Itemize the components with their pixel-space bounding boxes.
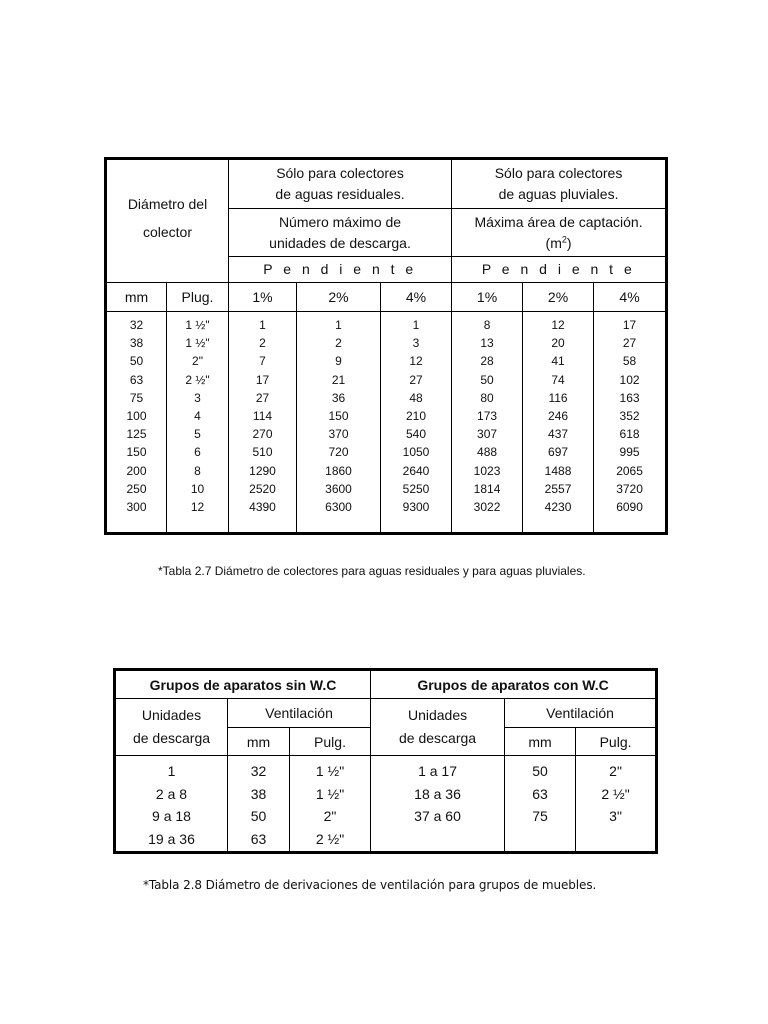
t27-cell: 995: [619, 445, 640, 460]
t27-cell: 3720: [616, 481, 643, 496]
t28-cell: 9 a 18: [152, 808, 191, 824]
pulg-sin-header: Pulg.: [290, 728, 371, 756]
t27-cell: 6090: [616, 500, 643, 515]
t27-col-header: 2%: [523, 283, 594, 312]
t27-cell: 2": [192, 354, 203, 369]
t28-cell: 1 a 17: [418, 763, 457, 779]
t27-cell: 27: [622, 336, 637, 351]
t27-data-column: [297, 312, 381, 534]
t27-cell: 17: [622, 318, 637, 332]
t28-cell: 1: [167, 763, 176, 779]
unidades-descarga-con: Unidades de descarga: [371, 699, 505, 756]
t28-cell: 3": [609, 808, 622, 824]
t28-cell: 18 a 36: [414, 785, 461, 802]
t27-cell: 3022: [473, 500, 501, 515]
area-unit: $(m^2)$: [545, 233, 572, 251]
t27-cell: 75: [129, 390, 144, 405]
t28-data-column: [228, 756, 290, 853]
t27-cell: 48: [409, 390, 423, 405]
mm-con-header: mm: [505, 728, 576, 756]
grupos-con-wc-header: Grupos de aparatos con W.C: [371, 670, 657, 699]
t28-cell: 2": [609, 763, 622, 779]
t27-cell: 28: [480, 354, 494, 369]
t27-cell: 150: [328, 409, 349, 424]
t27-cell: 74: [551, 372, 565, 387]
t27-cell: 20: [551, 336, 565, 351]
t28-cell: 32: [250, 763, 267, 779]
t27-cell: 250: [126, 481, 147, 496]
t27-cell: 2557: [544, 481, 572, 496]
t27-col-header: 2%: [297, 283, 381, 312]
t27-data-column: [452, 312, 523, 534]
t27-data-column: [594, 312, 667, 534]
t27-cell: 125: [126, 427, 147, 442]
t27-cell: 2065: [616, 463, 643, 478]
t27-cell: 1290: [249, 463, 276, 478]
t27-cell: 1488: [544, 463, 572, 478]
t27-cell: 8: [194, 463, 201, 478]
t28-cell: 2": [323, 808, 337, 824]
t27-cell: 38: [129, 336, 144, 351]
pendiente-pluviales: P e n d i e n t e: [452, 257, 667, 283]
diametro-colector-header: [106, 159, 229, 283]
t27-col-header: 1%: [452, 283, 523, 312]
t28-cell: 2 ½": [315, 830, 345, 847]
t27-cell: 12: [551, 318, 565, 332]
t28-cell: 63: [532, 785, 548, 802]
t27-cell: 13: [480, 336, 494, 351]
t27-data-column: [167, 312, 229, 534]
ventilacion-sin-header: Ventilación: [228, 699, 371, 728]
t27-cell: 5: [194, 427, 201, 442]
pluviales-line2: de aguas pluviales.: [498, 186, 619, 202]
t27-cell: 1050: [402, 445, 430, 460]
t27-cell: 114: [252, 409, 273, 424]
t27-cell: 163: [619, 390, 640, 405]
mm-sin-header: mm: [228, 728, 290, 756]
pulg-con-header: Pulg.: [576, 728, 657, 756]
ventilacion-con-header: Ventilación: [505, 699, 657, 728]
t27-cell: 1: [335, 318, 342, 332]
t27-cell: 2520: [249, 481, 276, 496]
t27-cell: 200: [126, 463, 147, 478]
t27-cell: 116: [548, 390, 568, 405]
t27-cell: 17: [255, 372, 270, 387]
t27-cell: 27: [409, 372, 423, 387]
t27-cell: 9: [335, 354, 342, 369]
area-line1: Máxima área de captación.: [474, 213, 643, 230]
t27-data-column: [381, 312, 452, 534]
t27-cell: 510: [252, 445, 273, 460]
t27-col-header: 4%: [381, 283, 452, 312]
t27-cell: 2 ½": [185, 372, 210, 387]
pluviales-header: [452, 159, 667, 209]
t27-cell: 36: [331, 390, 346, 405]
t28-cell: 37 a 60: [414, 808, 461, 824]
t27-cell: 210: [406, 409, 427, 424]
t27-cell: 6300: [325, 500, 352, 515]
pendiente-residuales: P e n d i e n t e: [229, 257, 452, 283]
t27-cell: 352: [619, 409, 640, 424]
t27-cell: 27: [255, 390, 270, 405]
unidades-descarga-sin: Unidades de descarga: [115, 699, 228, 756]
t27-cell: 63: [129, 372, 144, 387]
t27-cell: 540: [406, 427, 427, 442]
t27-cell: 7: [259, 354, 266, 369]
t27-cell: 488: [477, 445, 498, 460]
t28-cell: 2 ½": [601, 785, 630, 802]
t28-cell: 19 a 36: [148, 830, 195, 847]
tabla-2-8-caption: *Tabla 2.8 Diámetro de derivaciones de ventilación para grupos de muebles.: [143, 878, 597, 892]
unidades-descarga-header: [229, 209, 452, 257]
t27-cell: 1860: [325, 463, 352, 478]
t27-cell: 307: [477, 427, 498, 442]
t28-cell: 38: [250, 785, 267, 802]
t28-cell: 1 ½": [315, 785, 345, 802]
t27-col-header: 1%: [229, 283, 297, 312]
t27-cell: 3: [194, 390, 201, 405]
t27-cell: 4390: [249, 500, 276, 515]
t28-data-column: [505, 756, 576, 853]
t27-cell: 80: [480, 390, 494, 405]
tabla-2-8: [113, 668, 658, 854]
t27-cell: 12: [190, 500, 205, 515]
t27-cell: 1 ½": [185, 336, 210, 351]
t27-cell: 618: [619, 427, 640, 442]
t27-data-column: [229, 312, 297, 534]
residuales-line1: Sólo para colectores: [276, 165, 404, 181]
t27-cell: 150: [126, 445, 147, 460]
t27-cell: 41: [551, 354, 565, 369]
t27-col-header: Plug.: [167, 283, 229, 312]
t27-cell: 3600: [325, 481, 352, 496]
t27-cell: 6: [194, 445, 201, 460]
grupos-sin-wc-header: Grupos de aparatos sin W.C: [115, 670, 371, 699]
t27-cell: 437: [548, 427, 569, 442]
tabla-2-7: [104, 157, 668, 535]
t27-cell: 32: [129, 318, 144, 332]
t27-cell: 1: [259, 318, 266, 332]
residuales-line2: de aguas residuales.: [275, 186, 405, 202]
t27-cell: 5250: [402, 481, 430, 496]
unidades-line2: unidades de descarga.: [269, 234, 411, 251]
t27-cell: 720: [328, 445, 349, 460]
t27-cell: 2640: [402, 463, 430, 478]
t27-cell: 2: [335, 336, 342, 351]
t27-cell: 697: [548, 445, 569, 460]
t27-cell: 4230: [544, 500, 572, 515]
t28-data-column: [115, 756, 228, 853]
t27-cell: 12: [409, 354, 423, 369]
diametro-label-line1: Diámetro del: [127, 195, 208, 212]
pluviales-line1: Sólo para colectores: [494, 165, 623, 181]
t27-cell: 1 ½": [185, 318, 210, 332]
t27-cell: 173: [477, 409, 498, 424]
t27-cell: 1814: [473, 481, 501, 496]
diametro-label-line2: colector: [142, 223, 193, 240]
t27-cell: 21: [331, 372, 346, 387]
t27-cell: 100: [126, 409, 147, 424]
t28-cell: 63: [250, 830, 267, 847]
t27-cell: 8: [483, 318, 491, 332]
t28-cell: 1 ½": [315, 763, 345, 779]
t27-cell: 9300: [402, 500, 430, 515]
t27-data-column: [106, 312, 167, 534]
t27-col-header: mm: [106, 283, 167, 312]
t27-cell: 1023: [473, 463, 501, 478]
t27-cell: 102: [619, 372, 640, 387]
t28-data-column: [576, 756, 657, 853]
area-captacion-header: [452, 209, 667, 257]
t27-cell: 4: [194, 409, 201, 424]
t28-cell: 75: [532, 808, 548, 824]
residuales-header: [229, 159, 452, 209]
t28-cell: 50: [250, 808, 267, 824]
t27-cell: 246: [548, 409, 569, 424]
t27-cell: 2: [259, 336, 266, 351]
t27-cell: 3: [412, 336, 420, 351]
t28-cell: 50: [532, 763, 548, 779]
unidades-line1: Número máximo de: [278, 213, 402, 230]
t27-cell: 1: [412, 318, 420, 332]
t28-data-column: [290, 756, 371, 853]
t27-cell: 370: [328, 427, 349, 442]
t27-data-column: [523, 312, 594, 534]
t28-data-column: [371, 756, 505, 853]
t27-col-header: 4%: [594, 283, 667, 312]
t27-cell: 58: [622, 354, 637, 369]
t27-cell: 10: [190, 481, 205, 496]
t27-cell: 50: [480, 372, 494, 387]
t27-cell: 300: [126, 500, 147, 515]
t27-cell: 50: [129, 354, 144, 369]
t28-cell: 2 a 8: [155, 785, 188, 802]
tabla-2-7-caption: *Tabla 2.7 Diámetro de colectores para aguas residuales y para aguas pluviales.: [158, 564, 586, 578]
t27-cell: 270: [252, 427, 273, 442]
